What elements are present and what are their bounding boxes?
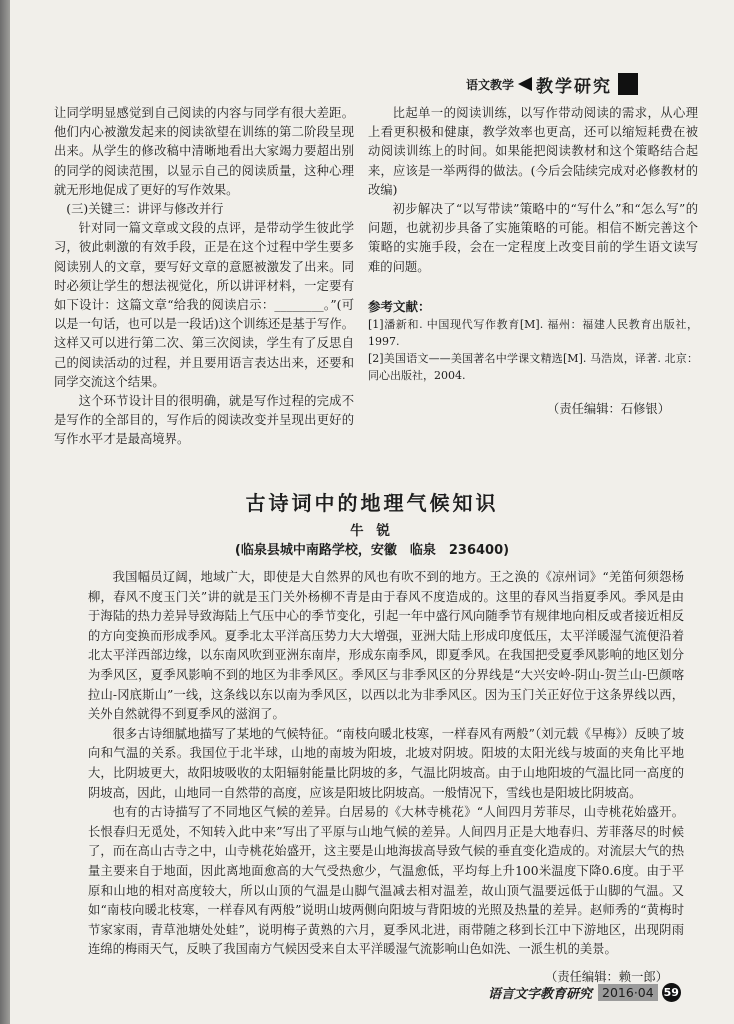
article-paragraph: 也有的古诗描写了不同地区气候的差异。白居易的《大林寺桃花》“人间四月芳菲尽，山寺桃花始盛开。长恨春归无觅处，不知转入此中来”写出了平原与山地气候的差异。人间四月正是大地春归、芳菲落尽的时候了，而在高山古寺之中，山寺桃花始盛开，这主要是山地海拔高导致气候的垂直变化造成的。对流层大气的热量主要来自于地面，因此离地面愈高的大气受热愈少，气温愈低，平均每上升100米温度下降0.6度。由于平原和山地的相对高度较大，所以山顶的气温是山脚气温减去相对温差，故山顶气温要远低于山脚的气温。又如“南枝向暖北枝寒，一样春风有两般”说明山坡两侧向阳坡与背阳坡的光照及热量的差异。赵师秀的“黄梅时节家家雨，青草池塘处处蛙”，说明梅子黄熟的六月，夏季风北进，雨带随之移到长江中下游地区，出现阴雨连绵的梅雨天气，反映了我国南方气候因受来自太平洋暖湿气流影响山色如洗、一派生机的美景。 [88, 805, 684, 957]
right-paragraph: 比起单一的阅读训练，以写作带动阅读的需求，从心理上看更积极和健康，教学效率也更高，还可以缩短耗费在被动阅读训练上的时间。如果能把阅读教材和这个策略结合起来，应该是一举两得的做法。(今后会陆续完成对必修教材的改编) [368, 106, 698, 197]
left-paragraph: 这个环节设计目的很明确，就是写作过程的完成不是写作的全部目的，写作后的阅读改变并呈现出更好的写作水平才是最高境界。 [54, 394, 354, 447]
article-body [88, 568, 684, 987]
page-footer [488, 983, 681, 1002]
header-arrow-icon [518, 77, 532, 91]
article-author: 牛 锐 [350, 523, 394, 539]
article-paragraph: 很多古诗细腻地描写了某地的气候特征。“南枝向暖北枝寒，一样春风有两般”（刘元载《早梅》）反映了坡向和气温的关系。我国位于北半球，山地的南坡为阳坡，北坡对阴坡。阳坡的太阳光线与坡面的夹角比平地大，比阴坡更大，故阳坡吸收的太阳辐射能量比阴坡的多，气温比阴坡高。由于山地阳坡的气温比同一高度的阴坡高，因此，山地同一自然带的高度，应该是阳坡比阴坡高。一般情况下，雪线也是阳坡比阴坡高。 [88, 726, 684, 800]
reference-item: [1]潘新和. 中国现代写作教育[M]. 福州：福建人民教育出版社，1997. [368, 318, 698, 349]
header-block-icon [618, 73, 638, 95]
footer-journal-name: 语言文字教育研究 [488, 987, 593, 1002]
references-title: 参考文献： [368, 298, 431, 314]
right-column [368, 104, 698, 419]
article-title: 古诗词中的地理气候知识 [245, 491, 499, 515]
left-subheading: (三)关键三：讲评与修改并行 [66, 202, 224, 217]
left-paragraph: 针对同一篇文章或文段的点评，是带动学生彼此学习，彼此刺激的有效手段，正是在这个过程中学生要多阅读别人的文章，要写好文章的意愿被激发了出来。同时必须让学生的想法视觉化，所以讲评材料，一定要有如下设计：这篇文章“给我的阅读启示：________。”(可以是一句话，也可以是一段话)这个训练还是基于写作。这样又可以进行第二次、第三次阅读，学生有了反思自己的阅读活动的过程，并且要用语言表达出来，还要和同学交流这个结果。 [54, 221, 354, 389]
journal-page [10, 0, 734, 1024]
right-column-editor: （责任编辑：石修银） [547, 402, 670, 417]
article-editor: （责任编辑：赖一郎） [545, 969, 668, 984]
left-paragraph: 让同学明显感觉到自己阅读的内容与同学有很大差距。他们内心被激发起来的阅读欲望在训练的第二阶段呈现出来。从学生的修改稿中清晰地看出大家竭力要超出别的同学的阅读范围，以显示自己的阅读质量，这种心理就无形地促成了更好的写作效果。 [54, 106, 354, 197]
footer-page-number: 59 [662, 983, 681, 1002]
reference-item: [2]美国语文——美国著名中学课文精选[M]. 马浩岚，译著. 北京：同心出版社，2004. [368, 352, 698, 383]
running-header [466, 72, 638, 96]
left-column [54, 104, 354, 450]
article-paragraph: 我国幅员辽阔，地域广大，即使是大自然界的风也有吹不到的地方。王之涣的《凉州词》“羌笛何须怨杨柳，春风不度玉门关”讲的就是玉门关外杨柳不青是由于春风不度造成的。这里的春风当指夏季风。季风是由于海陆的热力差异导致海陆上气压中心的季节变化，引起一年中盛行风向随季节有规律地向相反或者接近相反的方向变换而形成季风。夏季北太平洋高压势力大大增强，亚洲大陆上形成印度低压，太平洋暖湿气流便沿着北太平洋西部边缘，以东南风吹到亚洲东南岸，形成东南季风，即夏季风。在我国把受夏季风影响的地区划分为季风区，夏季风影响不到的地区为非季风区。季风区与非季风区的分界线是“大兴安岭-阴山-贺兰山-巴颜喀拉山-冈底斯山”一线，这条线以东以南为季风区，以西以北为非季风区。因为玉门关正好位于这条界线以西，关外自然就得不到夏季风的滋润了。 [88, 570, 684, 722]
header-title: 教学研究 [536, 76, 613, 97]
right-paragraph: 初步解决了“以写带读”策略中的“写什么”和“怎么写”的问题，也就初步具备了实施策略的可能。相信不断完善这个策略的实施手段，会在一定程度上改变目前的学生语文读写难的问题。 [368, 202, 698, 274]
header-section-label: 语文教学 [466, 77, 515, 92]
article-affiliation: (临泉县城中南路学校，安徽 临泉 236400) [234, 543, 510, 558]
footer-issue: 2016·04 [598, 984, 658, 1001]
